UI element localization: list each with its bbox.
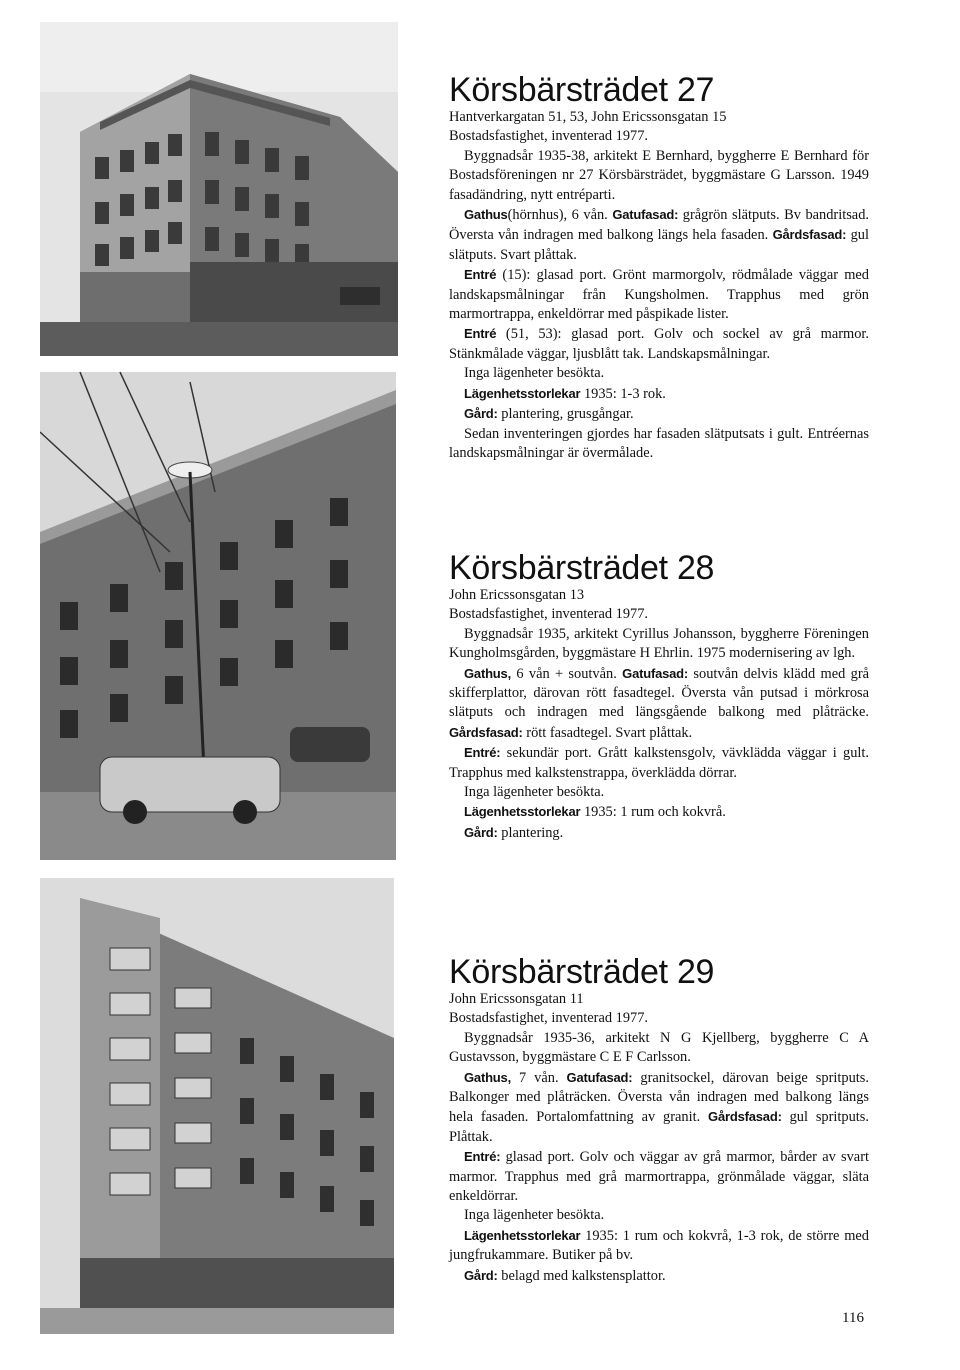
lagenhetsstorlekar-text: 1935: 1 rum och kokvrå, 1-3 rok, de större med jungfrukammare. Butiker på bv.: [449, 1227, 869, 1264]
entre-label: Entré:: [464, 745, 501, 761]
update-note: Sedan inventeringen gjordes har fasaden slätputsats i gult. Entréernas landskapsmålningar är övermålade.: [449, 425, 869, 461]
entre-text: (51, 53): glasad port. Golv och sockel av grå marmor. Stänkmålade väggar, ljusblått tak. Landskapsmålningar.: [449, 326, 869, 362]
courtyard: [449, 1266, 869, 1286]
entry-korsbarstradet-29: [449, 954, 869, 1286]
gard-text: belagd med kalkstensplattor.: [501, 1267, 666, 1284]
building-history: Byggnadsår 1935, arkitekt Cyrillus Johansson, byggherre Föreningen Kungholmsgården, byggmästare H Ehrlin. 1975 modernisering av lgh.: [449, 625, 869, 662]
lagenhetsstorlekar-label: Lägenhetsstorlekar: [464, 1227, 581, 1243]
gard-label: Gård:: [464, 1267, 498, 1283]
photo-korsbarstradet-28: [40, 372, 396, 860]
gardsfasad-label: Gårdsfasad:: [449, 724, 523, 740]
building-history: Byggnadsår 1935-36, arkitekt N G Kjellberg, byggherre C A Gustavsson, byggmästare C E F Carlsson.: [449, 1029, 869, 1066]
property-type: Bostadsfastighet, inventerad 1977.: [449, 1010, 649, 1027]
entry-korsbarstradet-27: [449, 72, 869, 463]
visit-note: Inga lägenheter besökta.: [464, 365, 605, 382]
gathus-text: 6 vån + soutvån.: [516, 665, 617, 682]
entre-text: sekundär port. Grått kalkstensgolv, vävklädda väggar i gult. Trapphus med kalkstenstrappa, överklädda dörrar.: [449, 745, 869, 781]
gathus-label: Gathus,: [464, 665, 511, 681]
gard-text: plantering, grusgångar.: [501, 406, 634, 423]
lagenhetsstorlekar-label: Lägenhetsstorlekar: [464, 804, 581, 820]
entrance-51-53: [449, 324, 869, 364]
gatufasad-label: Gatufasad:: [612, 207, 679, 223]
address: John Ericssonsgatan 11: [449, 991, 584, 1007]
address: Hantverkargatan 51, 53, John Ericssonsgatan 15: [449, 109, 727, 125]
property-type: Bostadsfastighet, inventerad 1977.: [449, 606, 649, 623]
gardsfasad-label: Gårdsfasad:: [772, 227, 847, 243]
gatufasad-text: granitsockel, därovan beige spritputs. Balkonger med plåträcken. Översta vån indragen med balkong längs hela fasaden. Portalomfattning av granit.: [449, 1069, 869, 1126]
visit-note: Inga lägenheter besökta.: [464, 1207, 605, 1224]
apartment-sizes: [449, 802, 869, 822]
entre-text: (15): glasad port. Grönt marmorgolv, rödmålade väggar med landskapsmålningar från Kungsholmen. Trapphus med grön marmortrappa, enkeldörrar med påspikade lister.: [449, 267, 869, 323]
courtyard: [449, 404, 869, 424]
page-number: 116: [842, 1310, 864, 1326]
facade-description: [449, 1068, 869, 1148]
gathus-label: Gathus: [464, 207, 508, 223]
entre-label: Entré:: [464, 1149, 501, 1165]
facade-description: [449, 664, 869, 744]
building-history: Byggnadsår 1935-38, arkitekt E Bernhard, byggherre E Bernhard för Bostadsföreningen nr 27 Körsbärsträdet, byggmästare G Larsson. 1949 fasadändring, nytt entréparti.: [449, 147, 869, 203]
entre-label: Entré: [464, 326, 497, 342]
entrance: [449, 1147, 869, 1206]
gathus-label: Gathus,: [464, 1069, 511, 1085]
apartment-sizes: [449, 384, 869, 404]
lagenhetsstorlekar-text: 1935: 1-3 rok.: [583, 385, 666, 402]
property-type: Bostadsfastighet, inventerad 1977.: [449, 128, 649, 145]
apartment-sizes: [449, 1226, 869, 1266]
courtyard: [449, 823, 869, 843]
entrance-15: [449, 265, 869, 324]
gatufasad-label: Gatufasad:: [622, 665, 689, 681]
gathus-text: 7 vån.: [518, 1069, 559, 1086]
gardsfasad-text: gul slätputs. Svart plåttak.: [449, 227, 869, 263]
facade-description: [449, 205, 869, 265]
lagenhetsstorlekar-text: 1935: 1 rum och kokvrå.: [583, 804, 726, 821]
lagenhetsstorlekar-label: Lägenhetsstorlekar: [464, 385, 581, 401]
gatufasad-label: Gatufasad:: [566, 1069, 633, 1085]
gard-text: plantering.: [501, 824, 564, 841]
entre-label: Entré: [464, 267, 497, 283]
gardsfasad-text: gul spritputs. Plåttak.: [449, 1109, 869, 1145]
gard-label: Gård:: [464, 824, 498, 840]
gardsfasad-text: rött fasadtegel. Svart plåttak.: [526, 724, 693, 741]
entry-title: Körsbärsträdet 28: [449, 549, 715, 587]
entry-title: Körsbärsträdet 29: [449, 953, 715, 991]
entre-text: glasad port. Golv och väggar av grå marmor, bårder av svart marmor. Trapphus med grå marmortrappa, grönmålade väggar, släta enkeldörrar.: [449, 1149, 869, 1205]
gardsfasad-label: Gårdsfasad:: [708, 1109, 782, 1125]
entry-title: Körsbärsträdet 27: [449, 71, 715, 109]
entry-korsbarstradet-28: [449, 550, 869, 843]
photo-korsbarstradet-29: [40, 878, 394, 1334]
address: John Ericssonsgatan 13: [449, 587, 585, 603]
gatufasad-text: soutvån delvis klädd med grå skifferplattor, därovan rött fasadtegel. Översta vån putsad i mörkrosa slätputs och indragen med längsgående balkong med plåträcke.: [449, 665, 870, 721]
visit-note: Inga lägenheter besökta.: [464, 784, 605, 801]
gard-label: Gård:: [464, 406, 498, 422]
entrance: [449, 743, 869, 783]
gatufasad-text: grågrön slätputs. Bv bandritsad. Översta vån indragen med balkong längs hela fasaden.: [449, 207, 869, 244]
gathus-text: (hörnhus), 6 vån.: [507, 207, 608, 224]
photo-korsbarstradet-27: [40, 22, 398, 356]
